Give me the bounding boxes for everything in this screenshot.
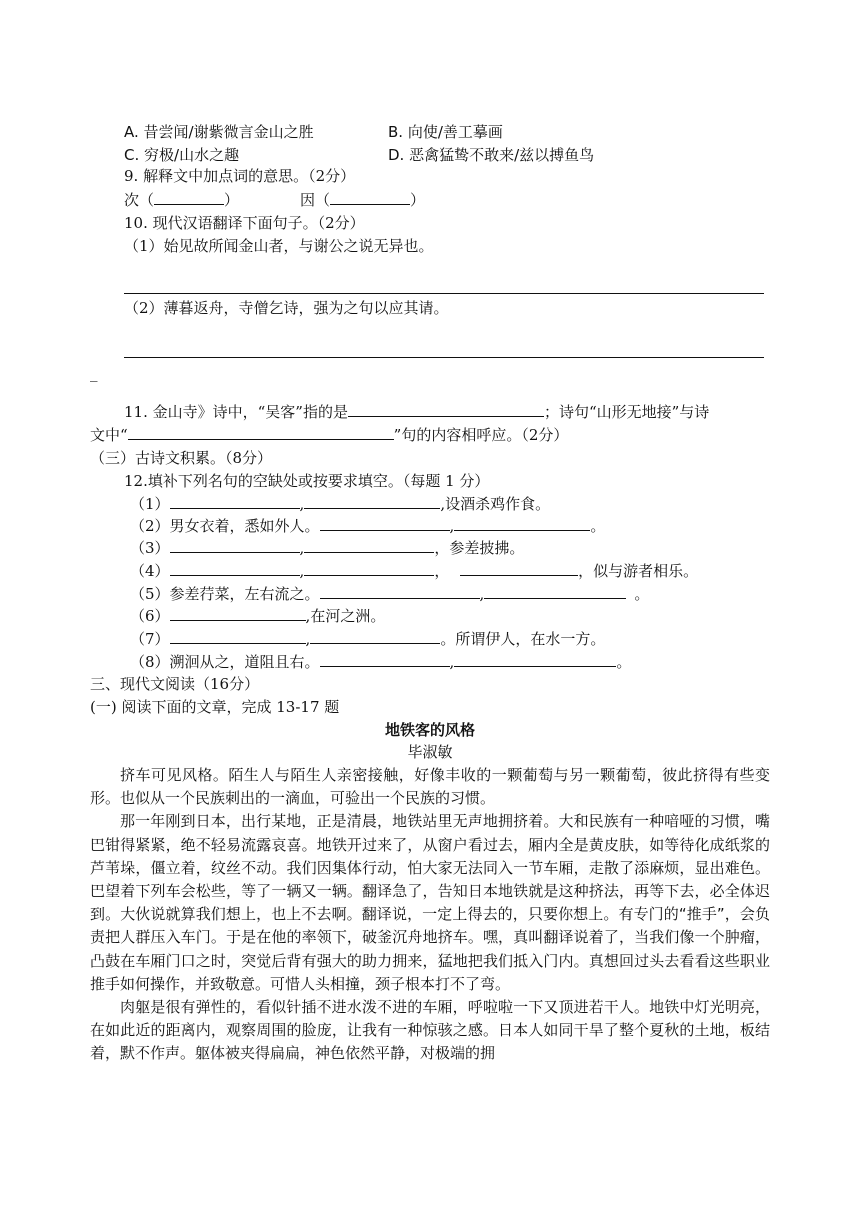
q9-item1-char: 次（	[124, 191, 155, 209]
q12-item5-blank-2[interactable]	[484, 584, 626, 599]
q10-sentence-1: （1）始见故所闻金山者，与谢公之说无异也。	[124, 237, 434, 255]
article-paragraph-1: 挤车可见风格。陌生人与陌生人亲密接触，好像丰收的一颗葡萄与另一颗葡萄，彼此挤得有些变形。也似从一个民族刺出的一滴血，可验出一个民族的习惯。	[90, 766, 770, 808]
q12-item7-num: （7）	[130, 630, 170, 648]
q12-item5-blank-1[interactable]	[320, 584, 480, 599]
q12-item5-sep: ,	[479, 585, 485, 603]
q9-item2-char: 因（	[300, 191, 331, 209]
q12-item-8	[130, 651, 631, 673]
article-paragraph-2: 那一年刚到日本，出行某地，正是清晨，地铁站里无声地拥挤着。大和民族有一种喑哑的习惯，嘴巴钳得紧紧，绝不轻易流露哀喜。地铁开过来了，从窗户看过去，厢内全是黄皮肤，如等待化成纸浆的芦苇垛，僵立着，纹丝不动。我们因集体行动，怕大家无法同入一节车厢，走散了添麻烦，显出难色。巴望着下列车会松些，等了一辆又一辆。翻译急了，告知日本地铁就是这种挤法，再等下去，必全体迟到。大伙说就算我们想上，也上不去啊。翻译说，一定上得去的，只要你想上。有专门的“推手”，会负责把人群压入车门。于是在他的率领下，破釜沉舟地挤车。嘿，真叫翻译说着了，当我们像一个肿瘤，凸鼓在车厢门口之时，突觉后背有强大的助力拥来，猛地把我们抵入门内。真想回过头去看看这些职业推手如何操作，并致敬意。可惜人头相撞，颈子根本打不了弯。	[90, 812, 770, 993]
q12-item2-sep: ,	[449, 517, 455, 535]
q12-item1-sep: ,	[299, 495, 305, 513]
section-three-heading: （三）古诗文积累。（8分）	[90, 449, 273, 467]
q12-item4-blank-1[interactable]	[170, 561, 300, 576]
q8-option-c: C. 穷极/山水之趣	[124, 146, 240, 164]
q12-item3-num: （3）	[130, 539, 170, 557]
q12-item6-blank-1[interactable]	[170, 606, 306, 621]
q12-item7-blank-1[interactable]	[170, 629, 306, 644]
q10-sentence-2: （2）薄暮返舟，寺僧乞诗，强为之句以应其请。	[124, 299, 449, 317]
q12-item8-sep: ,	[449, 653, 455, 671]
q10-answer-line-1[interactable]	[124, 293, 764, 294]
q12-item4-blank-3[interactable]	[460, 561, 578, 576]
q12-item-3	[130, 537, 524, 559]
q10-title: 10. 现代汉语翻译下面句子。（2分）	[124, 214, 365, 232]
q12-item6-num: （6）	[130, 607, 170, 625]
q9-item-1	[124, 189, 239, 211]
q12-item4-mid: ，	[434, 562, 450, 580]
q11-line-1	[124, 401, 709, 423]
q11-line-2	[90, 424, 568, 446]
article-body	[90, 764, 770, 1066]
q12-item2-head: （2）男女衣着，悉如外人。	[130, 517, 320, 535]
q8-option-a: A. 昔尝闻/谢紫微言金山之胜	[124, 123, 314, 141]
q12-item1-num: （1）	[130, 495, 170, 513]
q12-item-4	[130, 560, 698, 582]
q12-item-2	[130, 515, 605, 537]
q9-item1-end: ）	[224, 191, 240, 209]
q9-blank-1[interactable]	[154, 190, 224, 205]
q12-item1-blank-2[interactable]	[304, 494, 440, 509]
q12-item3-sep: ,	[299, 539, 305, 557]
q9-item2-end: ）	[410, 191, 426, 209]
q12-item5-head: （5）参差荇菜，左右流之。	[130, 585, 320, 603]
q12-item2-tail: 。	[590, 517, 606, 535]
q12-item7-blank-2[interactable]	[310, 629, 440, 644]
q12-item8-blank-1[interactable]	[320, 652, 450, 667]
q12-item7-tail: 。所谓伊人，在水一方。	[440, 630, 606, 648]
q12-item4-tail: ，似与游者相乐。	[578, 562, 699, 580]
q12-item8-head: （8）溯洄从之，道阻且右。	[130, 653, 320, 671]
q8-option-d: D. 恶禽猛鸷不敢来/兹以搏鱼鸟	[388, 146, 595, 164]
q12-item5-tail: 。	[634, 585, 650, 603]
article-author: 毕淑敏	[407, 743, 453, 761]
q11-blank-1[interactable]	[348, 402, 544, 417]
q12-item-6	[130, 605, 385, 627]
stray-underscore: _	[90, 364, 98, 382]
q12-item4-num: （4）	[130, 562, 170, 580]
q12-item3-blank-2[interactable]	[304, 538, 434, 553]
q12-item4-sep: ,	[299, 562, 305, 580]
q12-item3-tail: ，参差披拂。	[434, 539, 525, 557]
q12-item1-blank-1[interactable]	[170, 494, 300, 509]
q12-item-5	[130, 583, 649, 605]
q12-item2-blank-2[interactable]	[454, 516, 590, 531]
q11-part2: ；诗句“山形无地接”与诗	[543, 403, 710, 421]
q12-item2-blank-1[interactable]	[320, 516, 450, 531]
q12-item3-blank-1[interactable]	[170, 538, 300, 553]
part-three-subheading: (一) 阅读下面的文章，完成 13-17 题	[90, 698, 340, 716]
q12-item6-tail: ,在河之洲。	[305, 607, 386, 625]
q11-part3: 文中“	[90, 426, 128, 444]
q9-title: 9. 解释文中加点词的意思。（2分）	[124, 167, 356, 185]
q11-part1: 11. 金山寺》诗中，“吴客”指的是	[124, 403, 348, 421]
q12-title: 12.填补下列名句的空缺处或按要求填空。（每题 1 分）	[124, 472, 490, 490]
q10-answer-line-2[interactable]	[124, 357, 764, 358]
q12-item8-blank-2[interactable]	[454, 652, 616, 667]
part-three-heading: 三、现代文阅读（16分）	[90, 675, 260, 693]
q9-item-2	[300, 189, 425, 211]
q12-item7-sep: ,	[305, 630, 311, 648]
q12-item-1	[130, 493, 550, 515]
q12-item1-tail: ,设酒杀鸡作食。	[440, 495, 551, 513]
article-paragraph-3: 肉躯是很有弹性的，看似针插不进水泼不进的车厢，呼啦啦一下又顶进若干人。地铁中灯光明亮，在如此近的距离内，观察周围的脸庞，让我有一种惊骇之感。日本人如同干旱了整个夏秋的土地，板结着，默不作声。躯体被夹得扁扁，神色依然平静，对极端的拥	[90, 998, 770, 1063]
q11-part4: ”句的内容相呼应。（2分）	[393, 426, 569, 444]
q12-item-7	[130, 628, 605, 650]
q8-option-b: B. 向使/善工摹画	[388, 123, 503, 141]
q12-item8-tail: 。	[616, 653, 632, 671]
q12-item4-blank-2[interactable]	[304, 561, 434, 576]
article-title: 地铁客的风格	[384, 721, 475, 739]
q11-blank-2[interactable]	[128, 425, 394, 440]
q9-blank-2[interactable]	[330, 190, 410, 205]
